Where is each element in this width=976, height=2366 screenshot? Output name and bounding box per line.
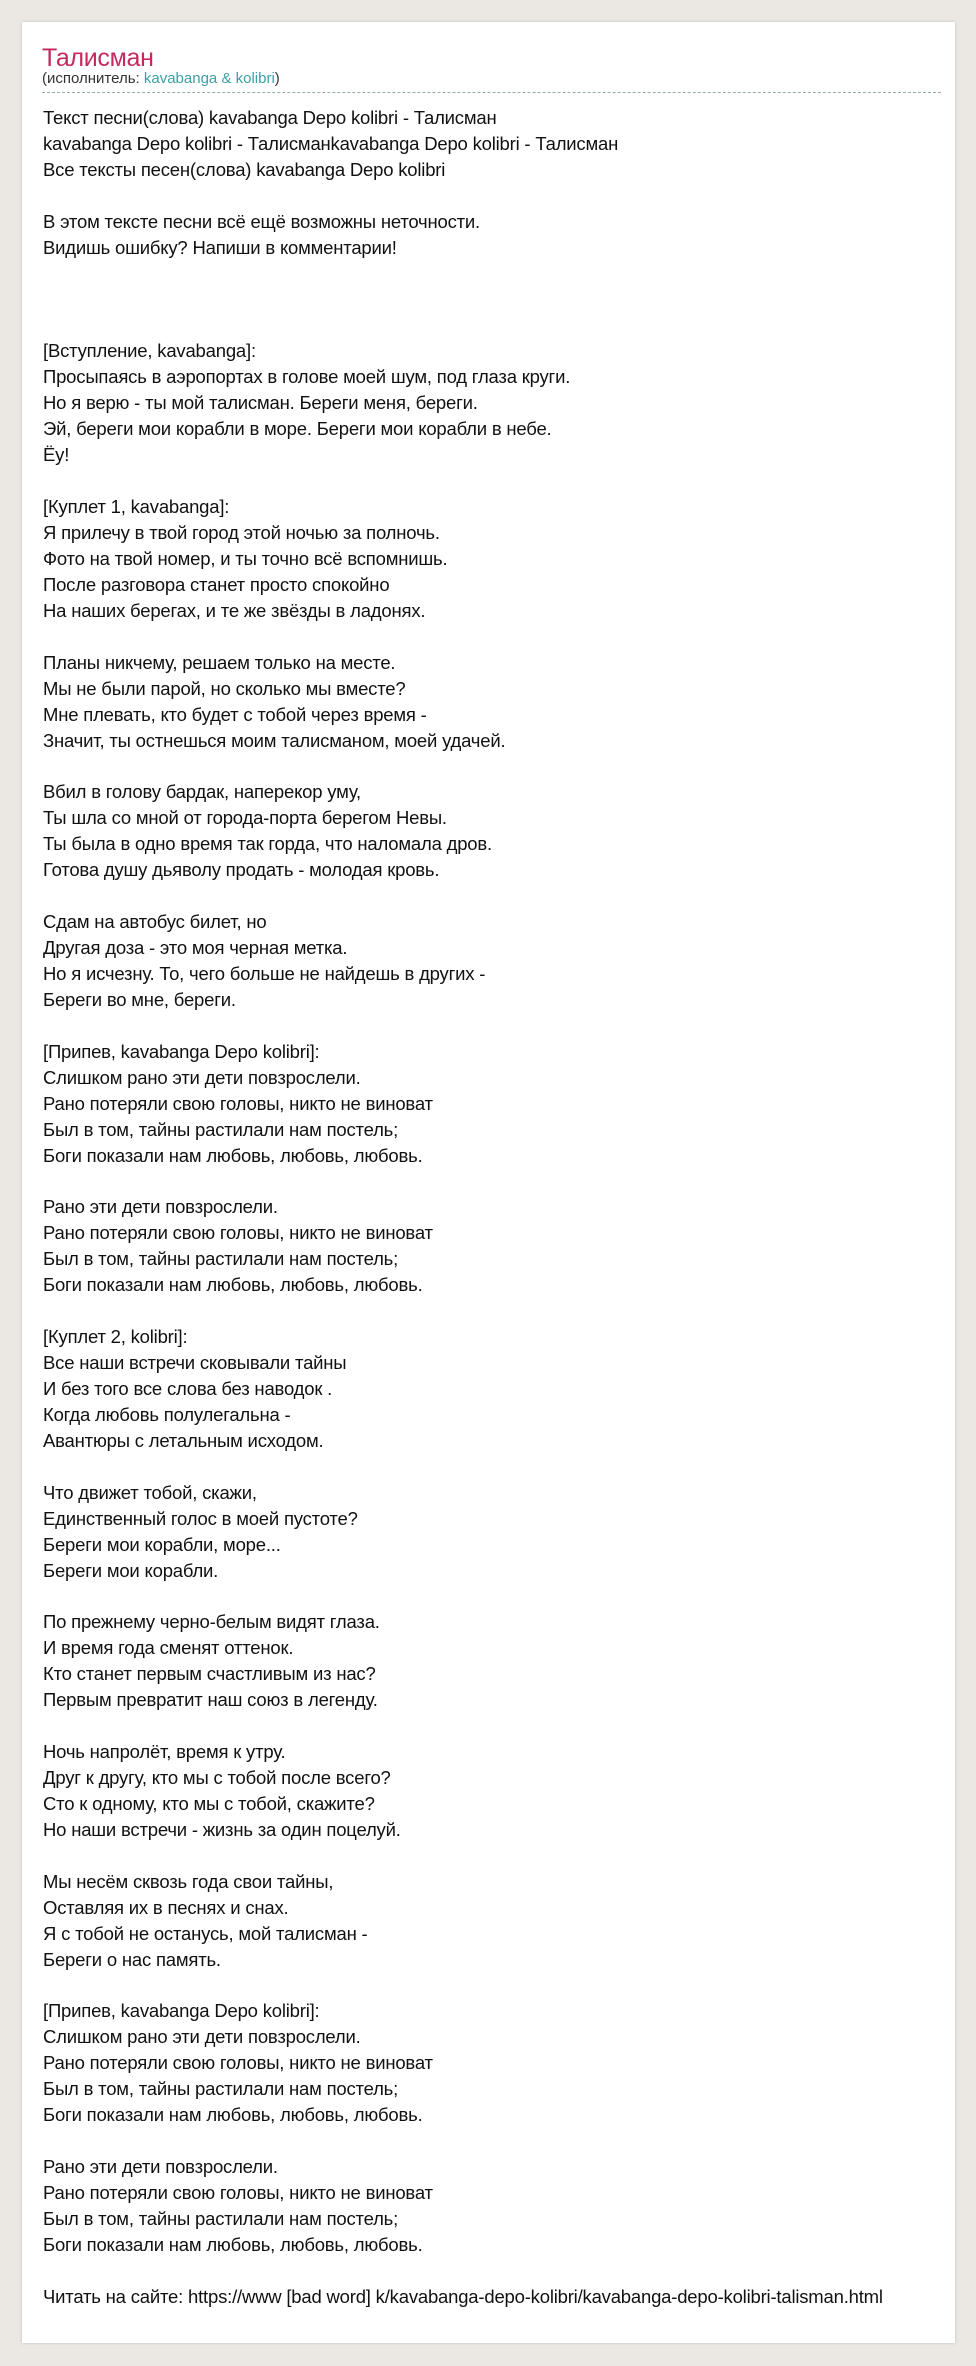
source-link-text: Читать на сайте: https://www [bad word] k/kavabanga-depo-kolibri/kavabanga-depo-kolibri-talisman.html [43, 2285, 883, 2307]
lyrics-text [43, 105, 883, 2310]
lyrics-line: Планы никчему, решаем только на месте. [43, 651, 396, 673]
lyrics-line: Но я исчезну. То, чего больше не найдешь в других - [43, 962, 486, 984]
lyrics-line: Все тексты песен(слова) kavabanga Depo kolibri [43, 158, 446, 180]
lyrics-line: И время года сменят оттенок. [43, 1637, 294, 1659]
lyrics-line: Сдам на автобус билет, но [43, 911, 267, 933]
lyrics-line: Единственный голос в моей пустоте? [43, 1507, 358, 1529]
lyrics-line: Боги показали нам любовь, любовь, любовь. [43, 1144, 423, 1166]
lyrics-line: Был в том, тайны растилали нам постель; [43, 1248, 399, 1270]
performer-prefix: (исполнитель: [42, 70, 144, 87]
lyrics-line [43, 1168, 883, 1194]
lyrics-line: Береги о нас память. [43, 1948, 221, 1970]
lyrics-line: Вбил в голову бардак, наперекор уму, [43, 781, 361, 803]
lyrics-line: Просыпаясь в аэропортах в голове моей шум, под глаза круги. [43, 366, 571, 388]
lyrics-line: Сто к одному, кто мы с тобой, скажите? [43, 1792, 375, 1814]
lyrics-line: Видишь ошибку? Напиши в комментарии! [43, 236, 397, 258]
lyrics-line: Мы не были парой, но сколько мы вместе? [43, 677, 406, 699]
lyrics-line: И без того все слова без наводок . [43, 1377, 333, 1399]
lyrics-line: Ёу! [43, 444, 70, 466]
lyrics-line: Эй, береги мои корабли в море. Береги мои корабли в небе. [43, 418, 552, 440]
lyrics-line: [Припев, kavabanga Depo kolibri]: [43, 1040, 320, 1062]
lyrics-line: Готова душу дьяволу продать - молодая кровь. [43, 859, 440, 881]
lyrics-line [43, 1713, 883, 1739]
lyrics-line: Когда любовь полулегальна - [43, 1403, 291, 1425]
lyrics-line [43, 1454, 883, 1480]
lyrics-line [43, 1843, 883, 1869]
lyrics-line: Ночь напролёт, время к утру. [43, 1741, 286, 1763]
lyrics-line: Я прилечу в твой город этой ночью за полночь. [43, 522, 440, 543]
performer-suffix: ) [274, 70, 280, 87]
lyrics-line: Рано эти дети повзрослели. [43, 2156, 278, 2178]
lyrics-line [43, 883, 883, 909]
lyrics-line [43, 2128, 883, 2154]
lyrics-line: Боги показали нам любовь, любовь, любовь. [43, 1274, 423, 1296]
lyrics-line [43, 1583, 883, 1609]
lyrics-line: Рано потеряли свою головы, никто не виноват [43, 1222, 433, 1244]
lyrics-line: [Куплет 2, kolibri]: [43, 1326, 188, 1348]
lyrics-line [43, 183, 883, 209]
lyrics-line: [Вступление, kavabanga]: [43, 340, 256, 362]
lyrics-line: После разговора станет просто спокойно [43, 573, 390, 595]
divider [42, 92, 941, 93]
lyrics-line: Все наши встречи сковывали тайны [43, 1352, 347, 1373]
lyrics-line: Мне плевать, кто будет с тобой через время - [43, 703, 427, 725]
lyrics-line: Мы несём сквозь года свои тайны, [43, 1870, 334, 1892]
lyrics-line: Что движет тобой, скажи, [43, 1481, 257, 1503]
lyrics-line: Слишком рано эти дети повзрослели. [43, 2026, 361, 2048]
lyrics-line: Значит, ты остнешься моим талисманом, моей удачей. [43, 729, 506, 751]
lyrics-line: Я с тобой не останусь, мой талисман - [43, 1922, 368, 1944]
performer-link[interactable]: kavabanga & kolibri [143, 70, 275, 87]
lyrics-line [43, 624, 883, 650]
lyrics-line: Но наши встречи - жизнь за один поцелуй. [43, 1818, 401, 1840]
lyrics-line: Слишком рано эти дети повзрослели. [43, 1066, 361, 1088]
lyrics-line: Рано потеряли свою головы, никто не виноват [43, 1092, 433, 1114]
lyrics-line [43, 1013, 883, 1039]
lyrics-card [22, 22, 955, 2343]
lyrics-line: Береги мои корабли, море... [43, 1533, 281, 1555]
lyrics-line: Авантюры с летальным исходом. [43, 1429, 324, 1451]
lyrics-line: Текст песни(слова) kavabanga Depo kolibri - Талисман [43, 107, 497, 128]
performer-line [42, 70, 280, 87]
lyrics-line: Береги во мне, береги. [43, 988, 236, 1010]
lyrics-line: [Припев, kavabanga Depo kolibri]: [43, 2000, 320, 2022]
lyrics-line: Рано эти дети повзрослели. [43, 1196, 278, 1218]
lyrics-line: В этом тексте песни всё ещё возможны неточности. [43, 210, 481, 232]
lyrics-line: На наших берегах, и те же звёзды в ладонях. [43, 599, 426, 621]
lyrics-line: Был в том, тайны растилали нам постель; [43, 1118, 399, 1140]
lyrics-line: Кто станет первым счастливым из нас? [43, 1663, 376, 1685]
lyrics-line: Рано потеряли свою головы, никто не виноват [43, 2052, 433, 2074]
lyrics-line [43, 1298, 883, 1324]
lyrics-line: Был в том, тайны растилали нам постель; [43, 2207, 399, 2229]
lyrics-line [43, 261, 883, 287]
lyrics-line [43, 468, 883, 494]
lyrics-line: Боги показали нам любовь, любовь, любовь. [43, 2233, 423, 2255]
song-title: Талисман [42, 44, 154, 72]
lyrics-line: Фото на твой номер, и ты точно всё вспомнишь. [43, 547, 448, 569]
lyrics-line: Ты шла со мной от города-порта берегом Невы. [43, 807, 447, 829]
lyrics-line: Ты была в одно время так горда, что наломала дров. [43, 833, 492, 855]
lyrics-line [43, 753, 883, 779]
lyrics-line: Но я верю - ты мой талисман. Береги меня, береги. [43, 392, 478, 414]
lyrics-line: Друг к другу, кто мы с тобой после всего? [43, 1767, 391, 1788]
lyrics-line: kavabanga Depo kolibri - Талисманkavabanga Depo kolibri - Талисман [43, 132, 619, 154]
lyrics-line: Рано потеряли свою головы, никто не виноват [43, 2182, 433, 2203]
lyrics-line: По прежнему черно-белым видят глаза. [43, 1611, 380, 1633]
lyrics-line: Был в том, тайны растилали нам постель; [43, 2078, 399, 2100]
lyrics-line [43, 1973, 883, 1999]
lyrics-line: Первым превратит наш союз в легенду. [43, 1689, 378, 1711]
lyrics-line: Другая доза - это моя черная метка. [43, 937, 348, 958]
lyrics-line: [Куплет 1, kavabanga]: [43, 496, 230, 518]
lyrics-line [43, 2258, 883, 2284]
lyrics-line [43, 287, 883, 313]
lyrics-line: Оставляя их в песнях и снах. [43, 1896, 289, 1918]
lyrics-line [43, 313, 883, 339]
lyrics-line: Боги показали нам любовь, любовь, любовь. [43, 2104, 423, 2126]
lyrics-line: Береги мои корабли. [43, 1559, 219, 1581]
